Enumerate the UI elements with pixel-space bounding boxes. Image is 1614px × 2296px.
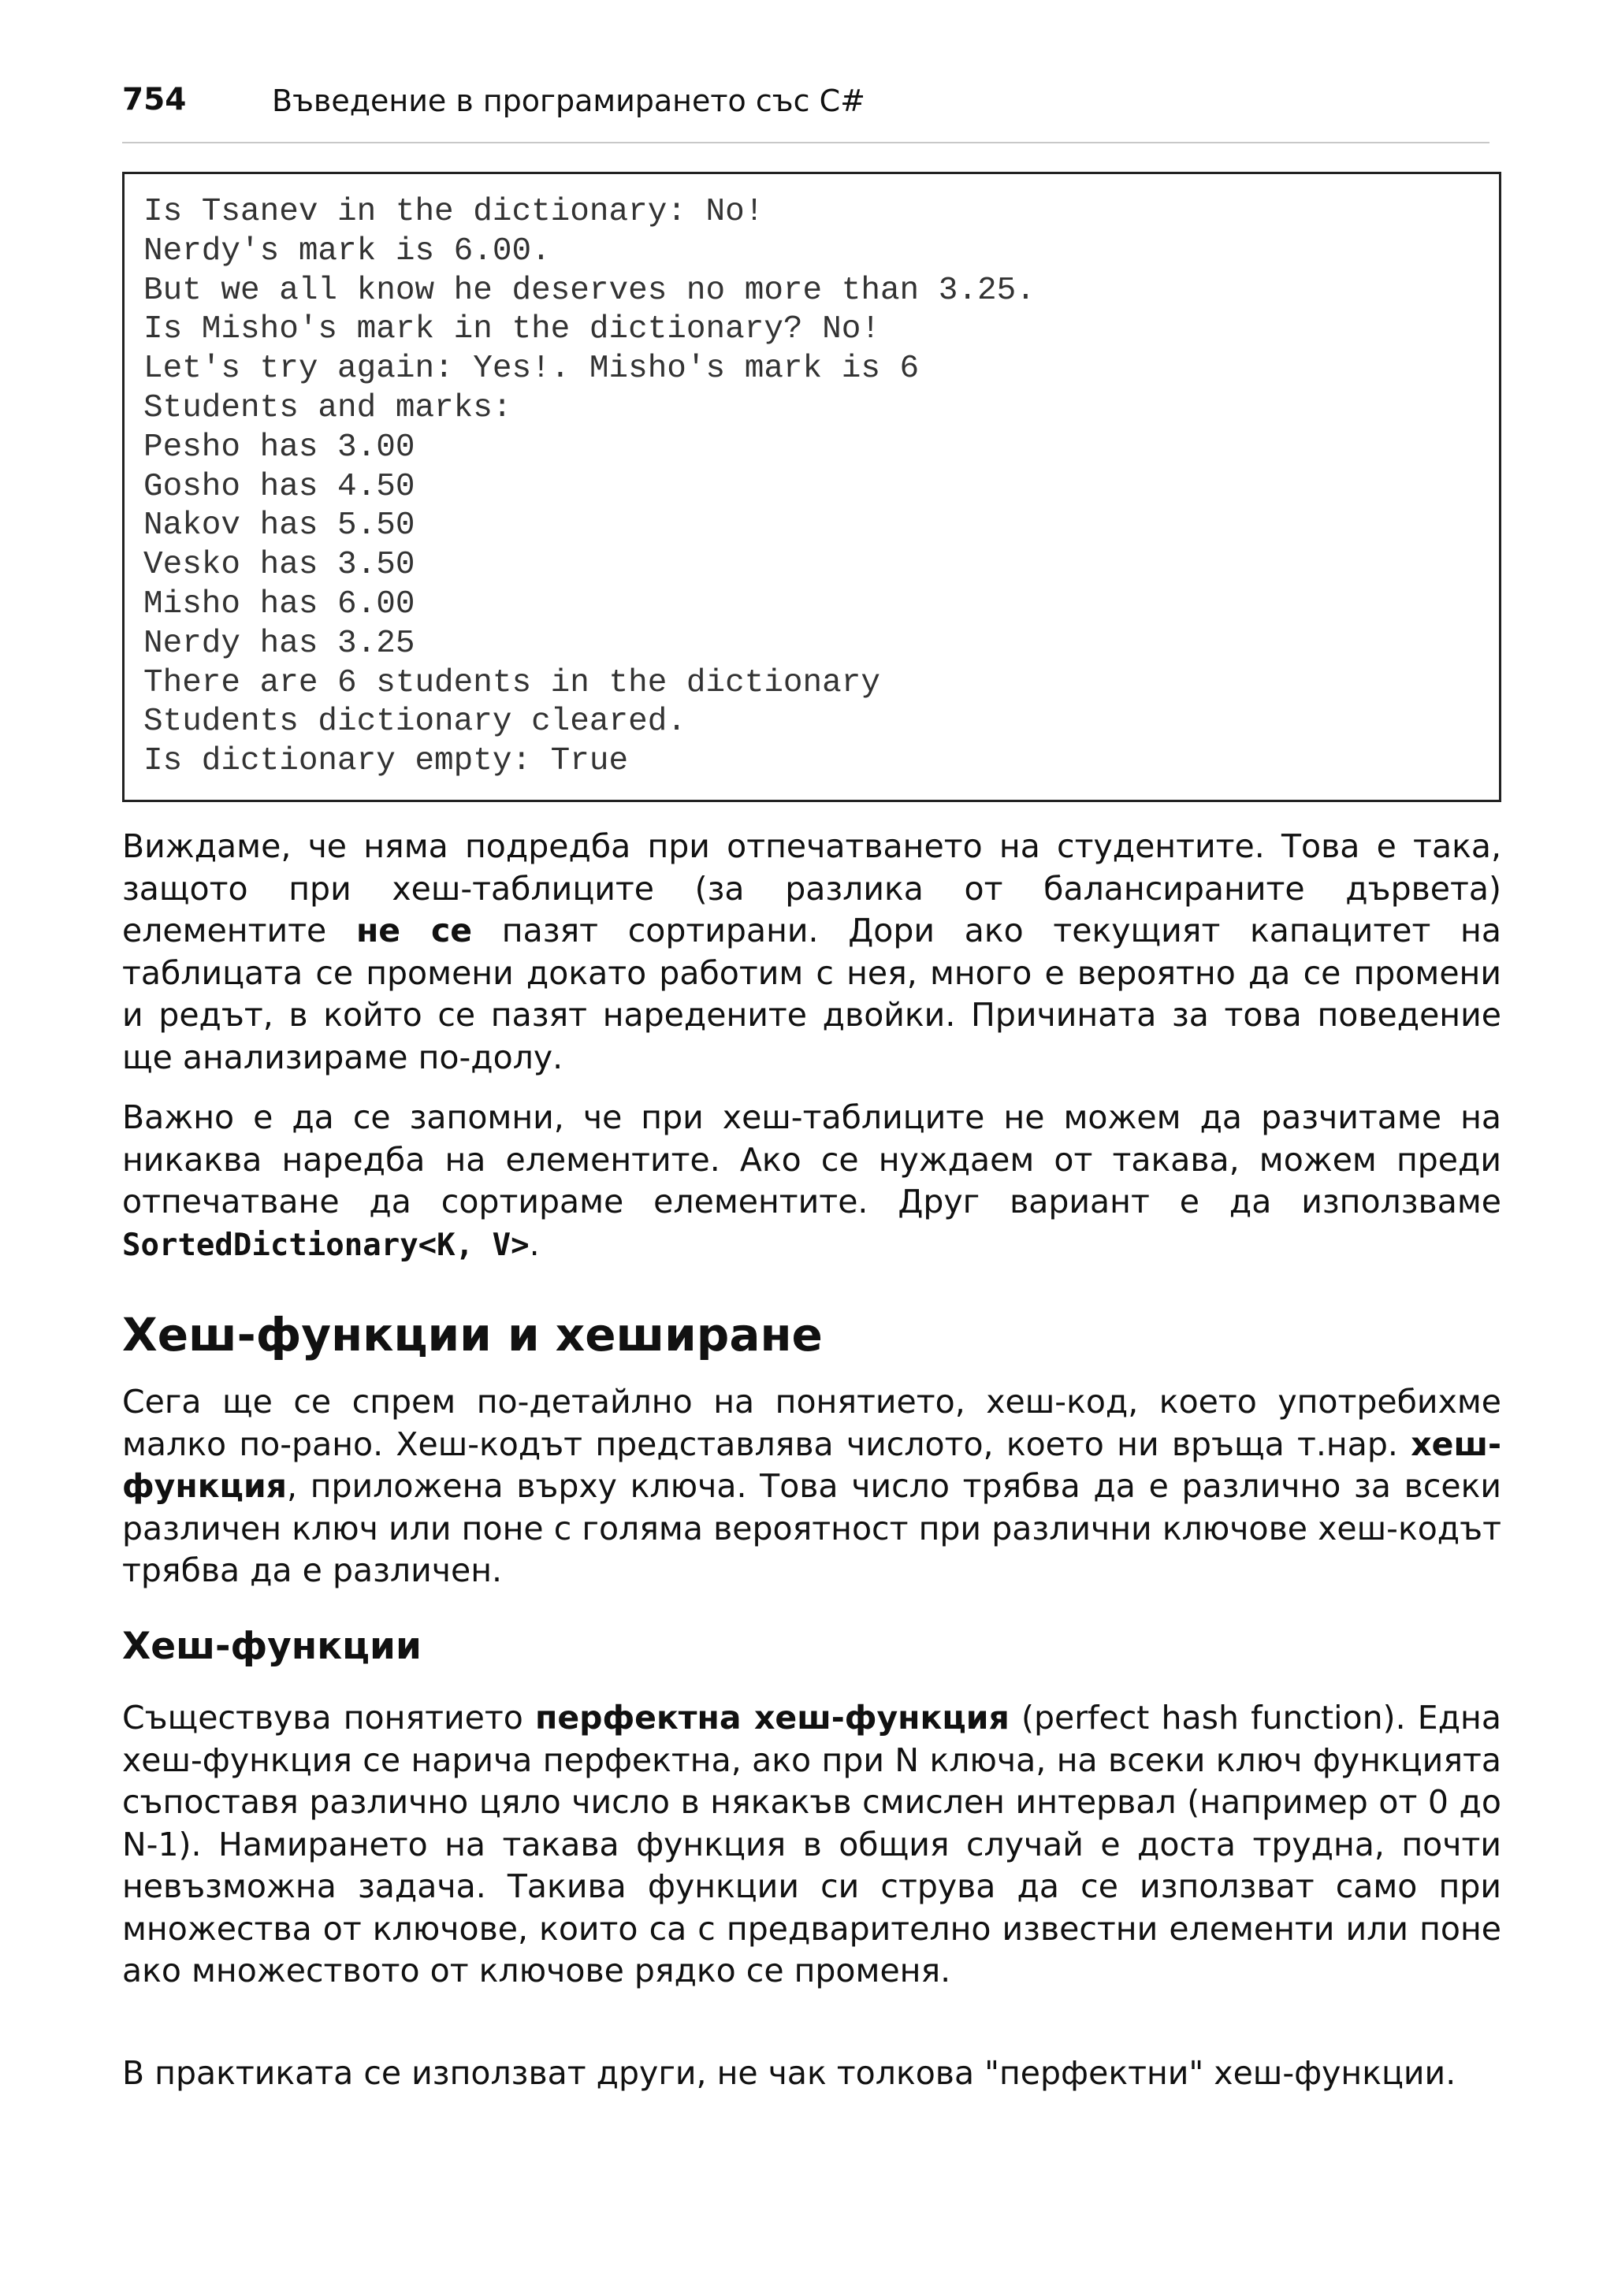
paragraph-no-ordering <box>122 826 1501 1079</box>
emphasis-text: перфектна хеш-функция <box>535 1699 1010 1737</box>
paragraph-text: В практиката се използват други, не чак толкова "перфектни" хеш-функции. <box>122 2054 1456 2092</box>
console-line: Let's try again: Yes!. Misho's mark is 6 <box>143 351 920 388</box>
console-line: Is Tsanev in the dictionary: No! <box>143 194 764 230</box>
console-line: Students dictionary cleared. <box>143 704 686 741</box>
paragraph-text: Важно е да се запомни, че при хеш-таблиците не можем да разчитаме на никаква наредба на елементите. Ако се нуждаем от такава, можем преди отпечатване да сортираме елементите. Друг вариант е да използваме <box>122 1098 1501 1220</box>
paragraph-text: (perfect hash function). Една хеш-функция се нарича перфектна, ако при N ключа, на всеки ключ функцията съпоставя различно цяло число в някакъв смислен интервал (например от 0 до N-1). Намирането на такава функция в общия случай е доста трудна, почти невъзможна задача. Такива функции си струва да се използват само при множества от ключове, които са с предварително известни елементи или поне ако множеството от ключове рядко се променя. <box>122 1699 1501 1989</box>
subsection-heading: Хеш-функции <box>122 1625 422 1668</box>
section-heading: Хеш-функции и хеширане <box>122 1308 823 1362</box>
console-line: Is dictionary empty: True <box>143 743 629 780</box>
console-output-box <box>122 172 1501 802</box>
console-line: But we all know he deserves no more than 3.25. <box>143 272 1036 309</box>
console-line: Nerdy has 3.25 <box>143 625 415 662</box>
paragraph-text: пазят сортирани. Дори ако текущият капацитет на таблицата се промени докато работим с нея, много е вероятно да се промени и редът, в който се пазят наредените двойки. Причината за това поведение ще анализираме по-долу. <box>122 912 1501 1076</box>
console-line: Gosho has 4.50 <box>143 468 415 505</box>
emphasis-text: хеш-функция <box>122 1425 1501 1505</box>
console-line: Nakov has 5.50 <box>143 507 415 544</box>
paragraph-text: . <box>529 1224 540 1263</box>
console-line: Vesko has 3.50 <box>143 547 415 584</box>
paragraph-sorted-dictionary <box>122 1097 1501 1266</box>
console-line: Is Misho's mark in the dictionary? No! <box>143 311 880 348</box>
console-line: There are 6 students in the dictionary <box>143 664 880 701</box>
paragraph-text: Виждаме, че няма подредба при отпечатването на студентите. Това е така, защото при хеш-таблиците (за разлика от балансираните дървета) елементите <box>122 827 1501 949</box>
console-line: Nerdy's mark is 6.00. <box>143 232 551 269</box>
page-header <box>122 79 1489 143</box>
paragraph-text: Сега ще се спрем по-детайлно на понятието, хеш-код, което употребихме малко по-рано. Хеш-кодът представлява числото, което ни връща т.нар. <box>122 1383 1501 1463</box>
emphasis-text: не се <box>355 912 473 949</box>
paragraph-practice <box>122 2053 1501 2095</box>
paragraph-hash-code <box>122 1381 1501 1592</box>
console-line: Misho has 6.00 <box>143 585 415 622</box>
inline-code: SortedDictionary<K, V> <box>122 1227 530 1263</box>
console-line: Pesho has 3.00 <box>143 429 415 466</box>
console-line: Students and marks: <box>143 389 512 426</box>
book-title: Въведение в програмирането със C# <box>272 84 865 118</box>
paragraph-text: Съществува понятието <box>122 1699 535 1737</box>
paragraph-text: , приложена върху ключа. Това число трябва да е различно за всеки различен ключ или поне с голяма вероятност при различни ключове хеш-кодът трябва да е различен. <box>122 1467 1501 1589</box>
page-number: 754 <box>122 82 187 117</box>
paragraph-perfect-hash <box>122 1697 1501 1993</box>
